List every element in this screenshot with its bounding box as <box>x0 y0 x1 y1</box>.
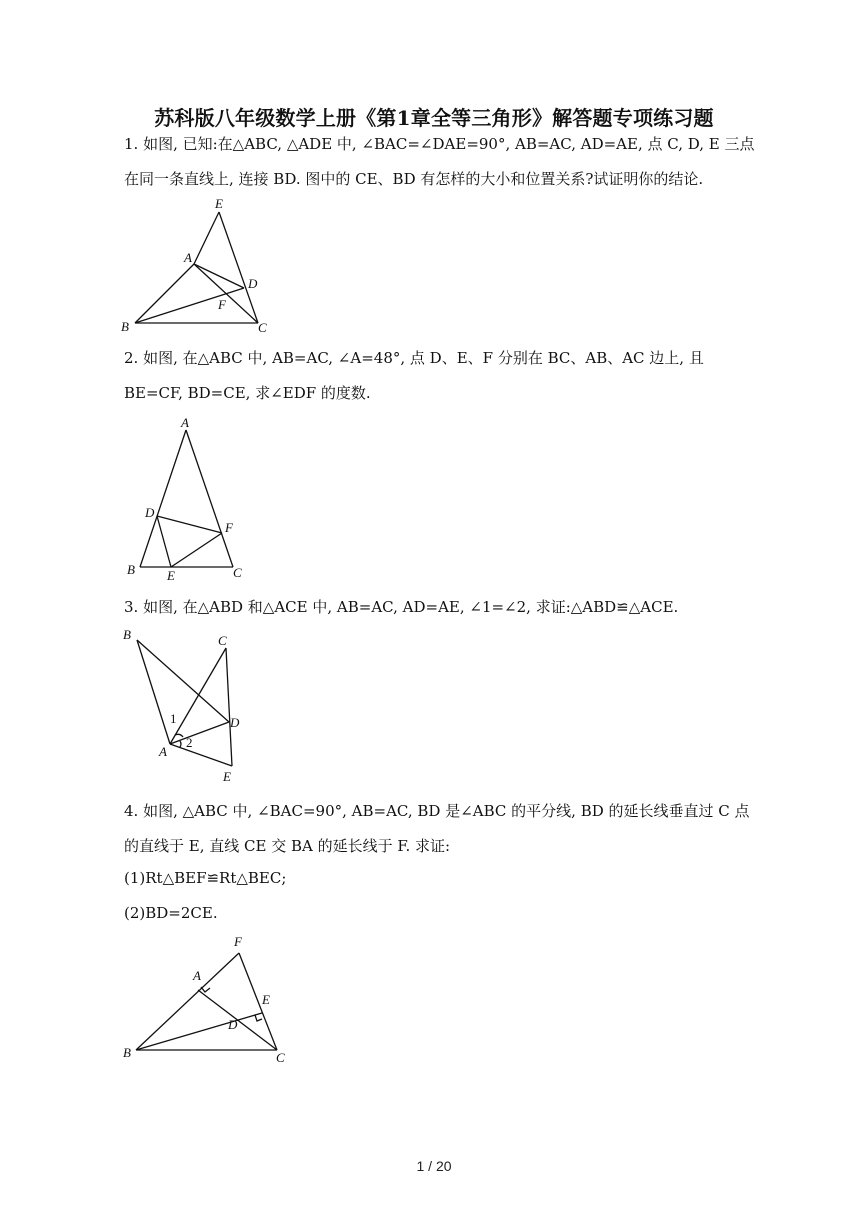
q2-segment-ab <box>140 430 186 567</box>
q2-label-e: E <box>167 568 175 583</box>
q4-label-a: A <box>193 968 201 983</box>
q3-label-angle-2: 2 <box>186 735 193 750</box>
q4-right-angle-a <box>201 987 210 992</box>
q3-segment-ad <box>170 722 229 744</box>
q1-label-a: A <box>184 250 192 265</box>
q1-label-b: B <box>121 319 129 334</box>
q3-segment-bd <box>137 640 229 722</box>
q3-segment-ac <box>170 648 226 744</box>
q1-label-c: C <box>258 320 267 335</box>
q1-label-e: E <box>215 196 223 211</box>
q4-figure <box>118 930 293 1065</box>
q2-segment-ac <box>186 430 233 567</box>
q4-label-c: C <box>276 1050 285 1065</box>
q1-text-line-2: 在同一条直线上, 连接 BD. 图中的 CE、BD 有怎样的大小和位置关系?试证明你的结论. <box>124 170 704 188</box>
q3-label-angle-1: 1 <box>170 711 177 726</box>
q4-text-line-4: (2)BD=2CE. <box>124 904 218 922</box>
q4-text-line-2: 的直线于 E, 直线 CE 交 BA 的延长线于 F. 求证: <box>124 837 451 855</box>
q3-label-c: C <box>218 633 227 648</box>
q2-text-line-1: 2. 如图, 在△ABC 中, AB=AC, ∠A=48°, 点 D、E、F 分别在 BC、AB、AC 边上, 且 <box>124 349 704 367</box>
q2-label-a: A <box>181 415 189 430</box>
q3-text-line-1: 3. 如图, 在△ABD 和△ACE 中, AB=AC, AD=AE, ∠1=∠2, 求证:△ABD≌△ACE. <box>124 598 679 616</box>
q4-right-angle-e <box>255 1015 262 1021</box>
q1-text-line-1: 1. 如图, 已知:在△ABC, △ADE 中, ∠BAC=∠DAE=90°, AB=AC, AD=AE, 点 C, D, E 三点 <box>124 135 755 153</box>
q3-label-d: D <box>230 715 240 730</box>
q4-label-b: B <box>123 1045 131 1060</box>
q1-label-f: F <box>218 297 226 312</box>
q2-label-f: F <box>225 520 233 535</box>
q3-segment-ba <box>137 640 170 744</box>
q3-angle-2-arc <box>180 741 181 747</box>
q2-segment-de <box>157 516 171 567</box>
q4-label-d: D <box>228 1017 238 1032</box>
q3-label-b: B <box>123 627 131 642</box>
document-title: 苏科版八年级数学上册《第1章全等三角形》解答题专项练习题 <box>154 106 714 130</box>
q1-segment-bd <box>135 288 244 323</box>
q2-label-c: C <box>233 565 242 580</box>
q4-text-line-3: (1)Rt△BEF≌Rt△BEC; <box>124 869 287 887</box>
q1-label-d: D <box>248 276 258 291</box>
q4-label-f: F <box>234 934 242 949</box>
page-number: 1 / 20 <box>416 1158 452 1174</box>
q2-segment-df <box>157 516 222 533</box>
q2-label-b: B <box>127 562 135 577</box>
q3-figure <box>115 624 255 789</box>
q3-segment-ce <box>226 648 232 766</box>
q1-figure <box>110 192 285 340</box>
q3-segment-ae <box>170 744 232 766</box>
q3-label-e: E <box>223 769 231 784</box>
q1-segment-ad <box>194 264 244 288</box>
q2-label-d: D <box>145 505 155 520</box>
q3-label-a: A <box>159 744 167 759</box>
q2-figure <box>120 414 250 584</box>
q1-segment-ae <box>194 212 219 264</box>
q4-text-line-1: 4. 如图, △ABC 中, ∠BAC=90°, AB=AC, BD 是∠ABC 的平分线, BD 的延长线垂直过 C 点 <box>124 802 750 820</box>
q2-segment-ef <box>171 533 222 567</box>
q2-text-line-2: BE=CF, BD=CE, 求∠EDF 的度数. <box>124 384 371 402</box>
q3-angle-1-arc <box>175 734 183 737</box>
q4-label-e: E <box>262 992 270 1007</box>
